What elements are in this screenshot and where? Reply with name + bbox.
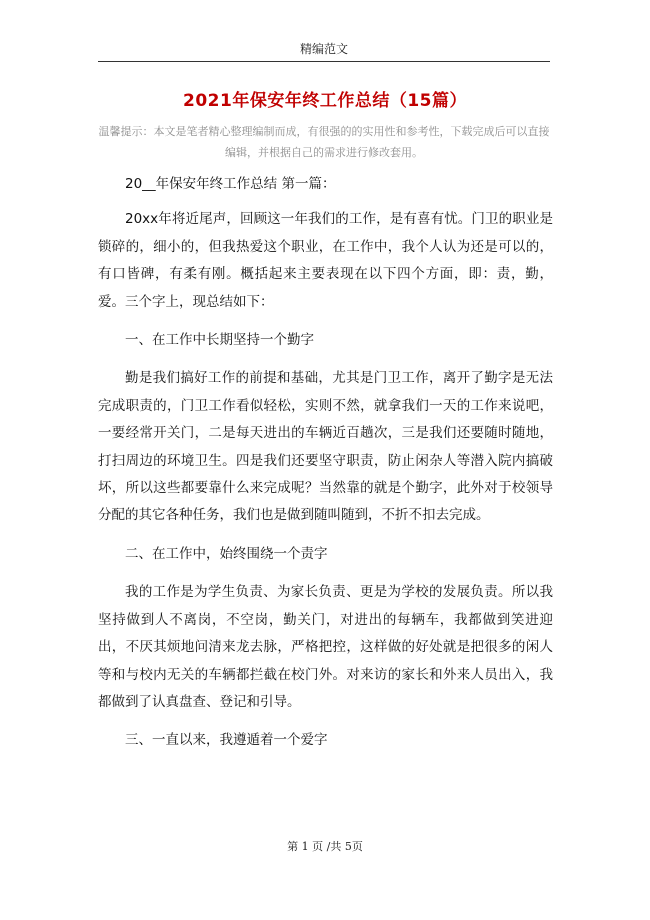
body-paragraph: 勤是我们搞好工作的前提和基础，尤其是门卫工作，离开了勤字是无法完成职责的，门卫工作看似轻松，实则不然，就拿我们一天的工作来说吧，一要经常开关门，二是每天进出的车辆近百趟次，三是我们还要随时随地，打扫周边的环境卫生。四是我们还要坚守职责，防止闲杂人等潜入院内搞破坏，所以这些都要靠什么来完成呢？当然靠的就是个勤字，此外对于校领导分配的其它各种任务，我们也是做到随叫随到，不折不扣去完成。: [98, 370, 553, 524]
tip-line-1: 温馨提示：本文是笔者精心整理编制而成，有很强的的实用性和参考性，下载完成后可以直接: [98, 125, 550, 138]
subheading: 三、一直以来，我遵遁着一个爱字: [125, 732, 328, 749]
subheading: 一、在工作中长期坚持一个勤字: [125, 332, 314, 349]
subheading: 二、在工作中，始终围绕一个责字: [125, 545, 328, 562]
document-title: 2021年保安年终工作总结（15篇）: [183, 91, 467, 111]
tip-line-2: 编辑，并根据自己的需求进行修改套用。: [225, 146, 423, 159]
page-footer: 第 1 页 /共 5页: [287, 840, 363, 853]
page-header: 精编范文: [299, 42, 348, 56]
document-body: [98, 171, 553, 766]
body-paragraph: 20xx年将近尾声，回顾这一年我们的工作，是有喜有忧。门卫的职业是锁碎的，细小的，但我热爱这个职业，在工作中，我个人认为还是可以的，有口皆碑，有柔有刚。概括起来主要表现在以下四个方面，即：责，勤，爱。三个字上，现总结如下：: [98, 211, 553, 310]
header-divider: [98, 61, 550, 62]
section-heading: 20__年保安年终工作总结 第一篇：: [125, 176, 336, 192]
tip-note: [98, 121, 550, 163]
body-paragraph: 我的工作是为学生负责、为家长负责、更是为学校的发展负责。所以我坚持做到人不离岗，不空岗，勤关门，对进出的每辆车，我都做到笑进迎出，不厌其烦地问清来龙去脉，严格把控，这样做的好处就是把很多的闲人等和与校内无关的车辆都拦截在校门外。对来访的家长和外来人员出入，我都做到了认真盘查、登记和引导。: [98, 584, 553, 710]
